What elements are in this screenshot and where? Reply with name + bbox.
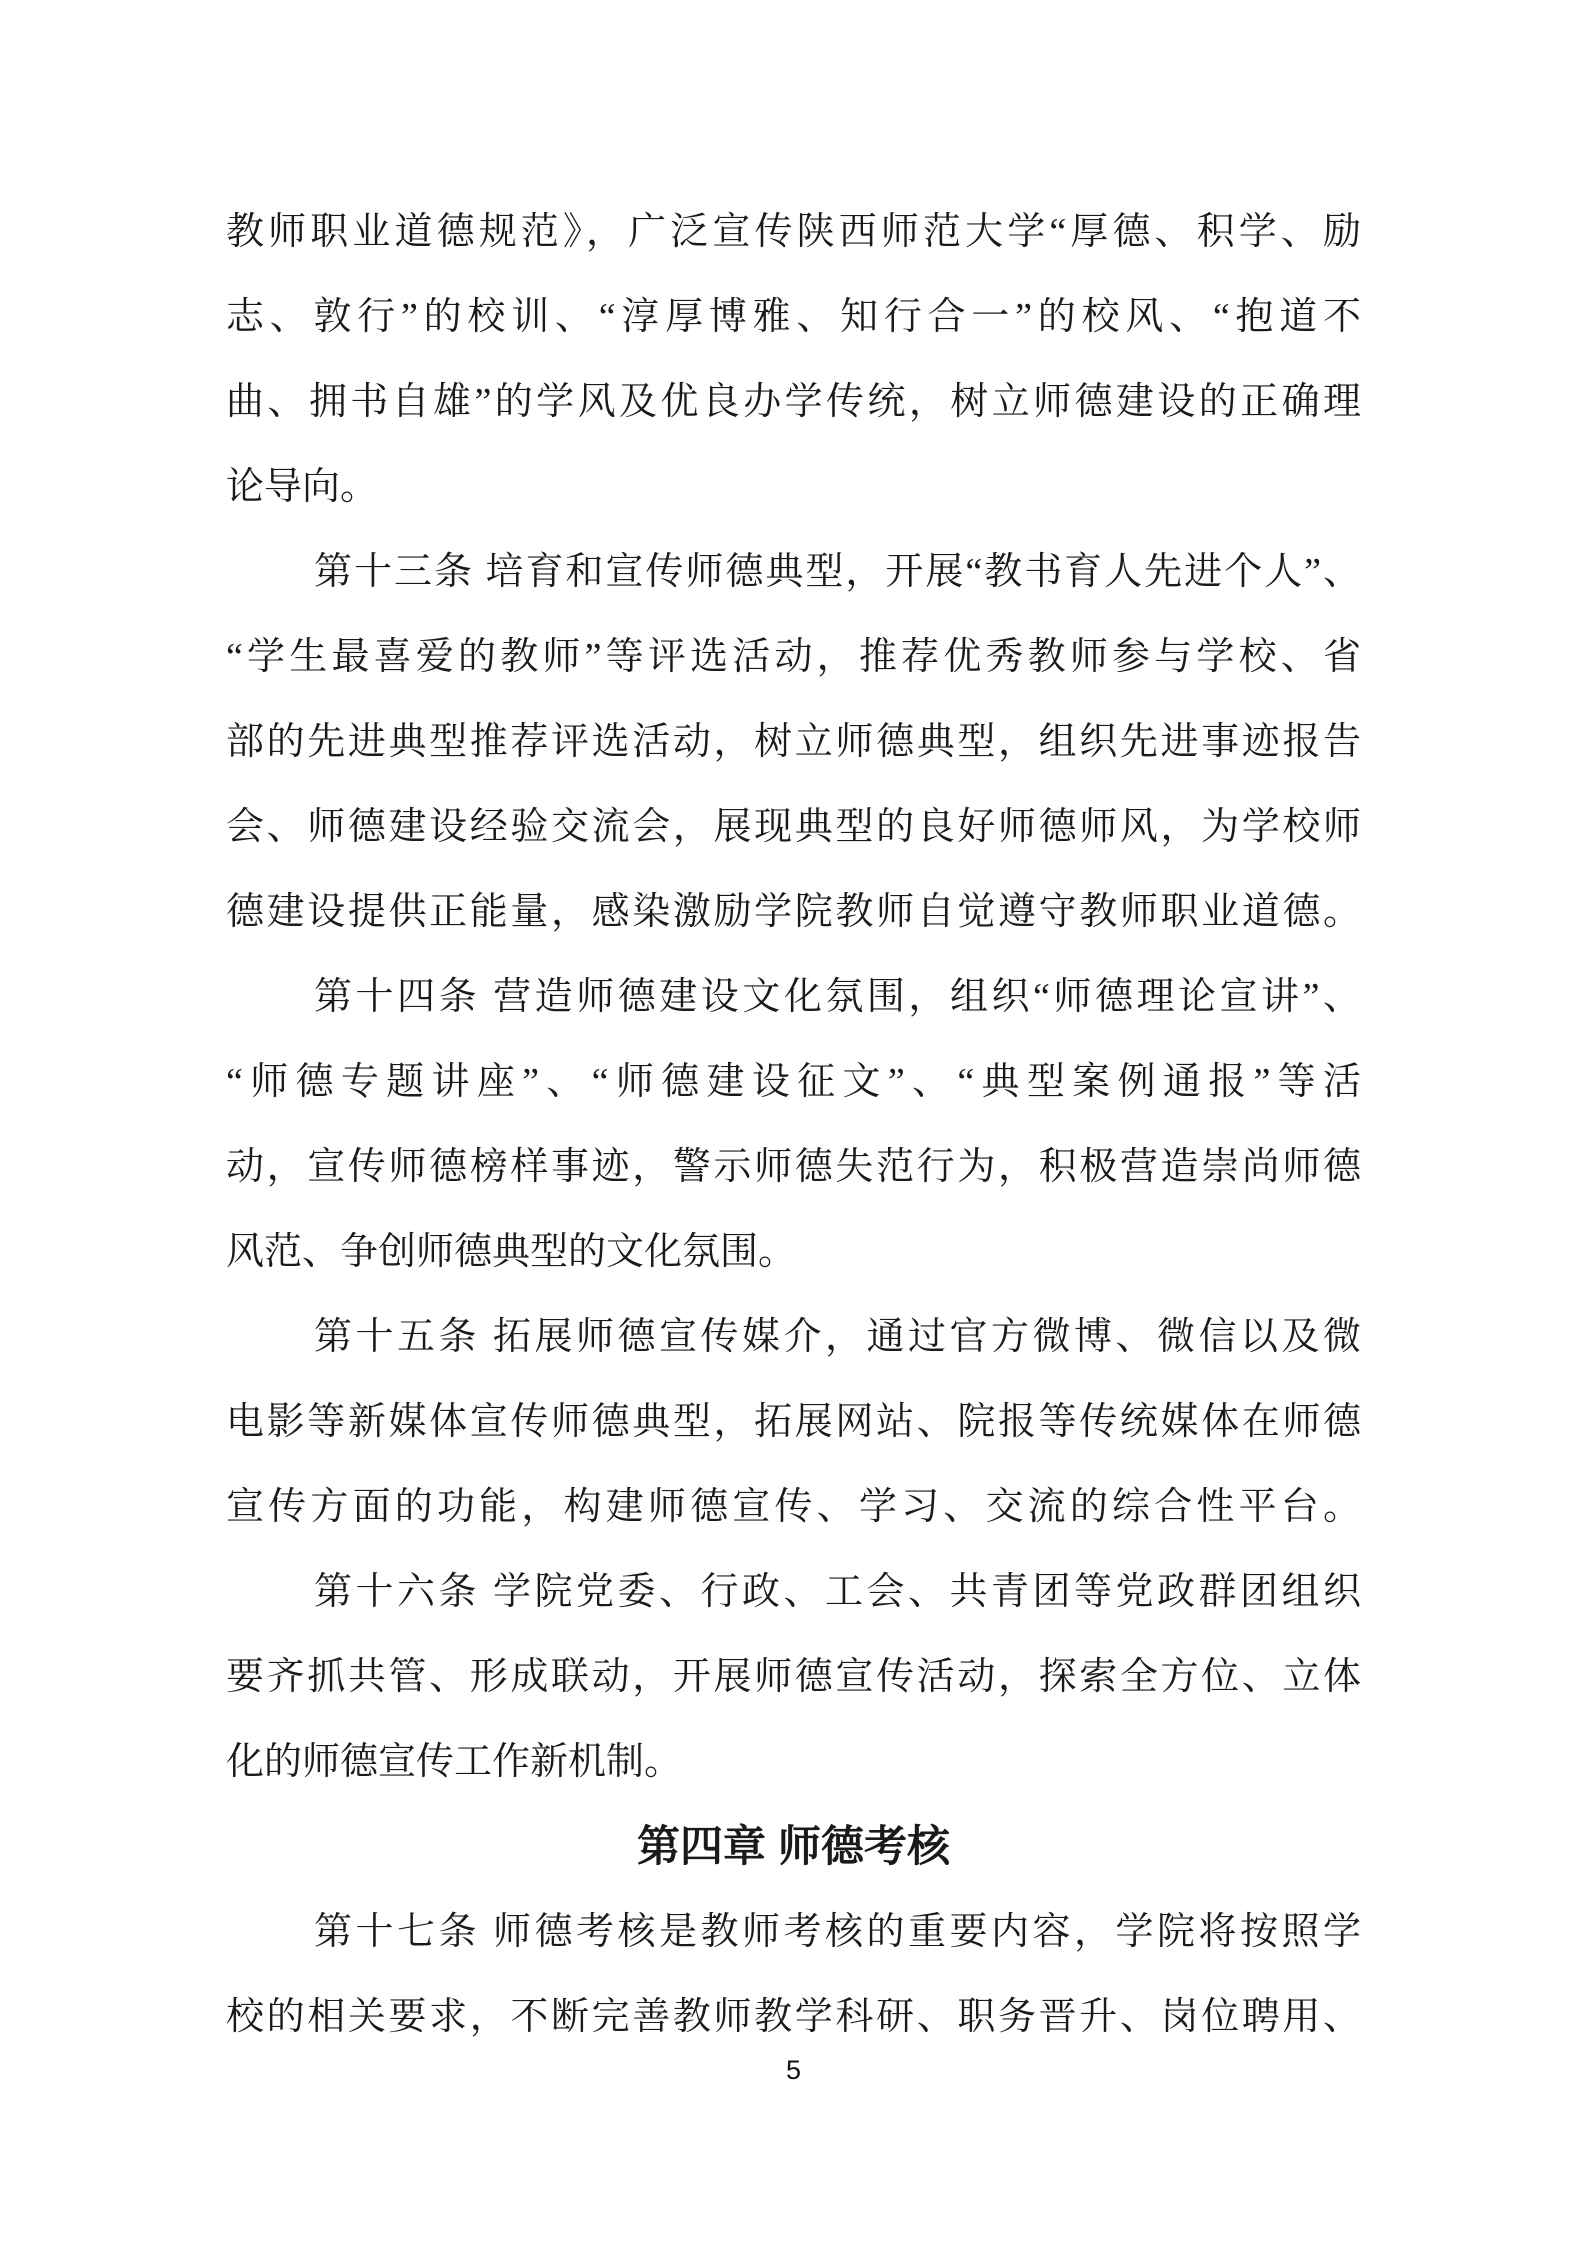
text-line: 曲、拥书自雄”的学风及优良办学传统，树立师德建设的正确理 — [226, 381, 1361, 423]
text-line: 第十四条 营造师德建设文化氛围，组织“师德理论宣讲”、 — [314, 976, 1361, 1018]
text-line: 第十三条 培育和宣传师德典型，开展“教书育人先进个人”、 — [314, 551, 1361, 593]
text-line: 会、师德建设经验交流会，展现典型的良好师德师风，为学校师 — [226, 806, 1361, 848]
text-line: 电影等新媒体宣传师德典型，拓展网站、院报等传统媒体在师德 — [226, 1401, 1361, 1443]
text-line: 德建设提供正能量，感染激励学院教师自觉遵守教师职业道德。 — [226, 891, 1361, 933]
chapter-heading: 第四章 师德考核 — [637, 1823, 950, 1871]
text-line: 动，宣传师德榜样事迹，警示师德失范行为，积极营造崇尚师德 — [226, 1146, 1361, 1188]
text-line: “师德专题讲座”、“师德建设征文”、“典型案例通报”等活 — [226, 1061, 1361, 1103]
text-line: 第十六条 学院党委、行政、工会、共青团等党政群团组织 — [314, 1571, 1361, 1613]
text-line: 部的先进典型推荐评选活动，树立师德典型，组织先进事迹报告 — [226, 721, 1361, 763]
text-line: 要齐抓共管、形成联动，开展师德宣传活动，探索全方位、立体 — [226, 1656, 1361, 1698]
text-line: 论导向。 — [226, 466, 379, 508]
page-content — [226, 190, 1361, 2060]
text-line: “学生最喜爱的教师”等评选活动，推荐优秀教师参与学校、省 — [226, 636, 1361, 678]
text-line: 风范、争创师德典型的文化氛围。 — [226, 1231, 797, 1273]
text-line: 第十五条 拓展师德宣传媒介，通过官方微博、微信以及微 — [314, 1316, 1361, 1358]
text-line: 教师职业道德规范》，广泛宣传陕西师范大学“厚德、积学、励 — [226, 211, 1361, 253]
text-line: 宣传方面的功能，构建师德宣传、学习、交流的综合性平台。 — [226, 1486, 1361, 1528]
text-line: 化的师德宣传工作新机制。 — [226, 1741, 683, 1783]
text-line: 第十七条 师德考核是教师考核的重要内容，学院将按照学 — [314, 1911, 1361, 1953]
page-number: 5 — [785, 2055, 802, 2085]
text-line: 校的相关要求，不断完善教师教学科研、职务晋升、岗位聘用、 — [226, 1996, 1361, 2038]
text-line: 志、敦行”的校训、“淳厚博雅、知行合一”的校风、“抱道不 — [226, 296, 1361, 338]
